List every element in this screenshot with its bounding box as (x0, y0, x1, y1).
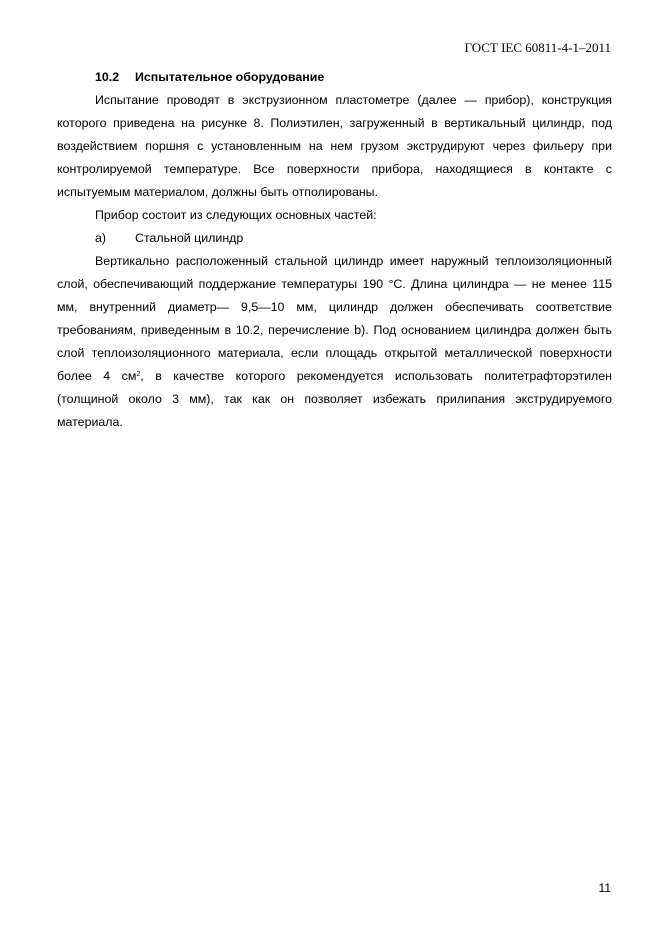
running-header: ГОСТ IEC 60811-4-1–2011 (464, 40, 611, 55)
list-item-label: Стальной цилиндр (135, 231, 244, 245)
cylinder-text-part1: Вертикально расположенный стальной цилиндр имеет наружный теплоизоляционный слой, обеспечивающий поддержание температуры 190 °С. Длина цилиндра — не менее 115 мм, внутренний диаметр— 9,5—10 мм, цилиндр должен обеспечивать соответствие требованиям, приведенным в 10.2, перечисление b). Под основанием цилиндра должен быть слой теплоизоляционного материала, если площадь открытой металлической поверхности более 4 см (57, 254, 612, 383)
paragraph-description: Испытание проводят в экструзионном пластометре (далее — прибор), конструкция которого приведена на рисунке 8. Полиэтилен, загруженный в вертикальный цилиндр, под воздействием поршня с установленным на нем грузом экструдируют через фильеру при контролируемой температуре. Все поверхности прибора, находящиеся в контакте с испытуемым материалом, должны быть отполированы. (57, 93, 612, 199)
page-number: 11 (598, 881, 611, 895)
section-heading (57, 66, 612, 89)
cylinder-text-part2: , в качестве которого рекомендуется использовать политетрафторэтилен (толщиной около 3 мм), так как он позволяет избежать прилипания экструдируемого материала. (57, 369, 612, 429)
page-content (57, 66, 612, 434)
superscript-squared: 2 (136, 370, 141, 378)
section-number: 10.2 (95, 70, 120, 84)
list-marker: а) (95, 231, 107, 245)
paragraph-cylinder (57, 250, 612, 434)
paragraph-parts-intro: Прибор состоит из следующих основных частей: (95, 208, 377, 222)
section-title: Испытательное оборудование (135, 70, 325, 84)
list-item-a (57, 227, 612, 250)
